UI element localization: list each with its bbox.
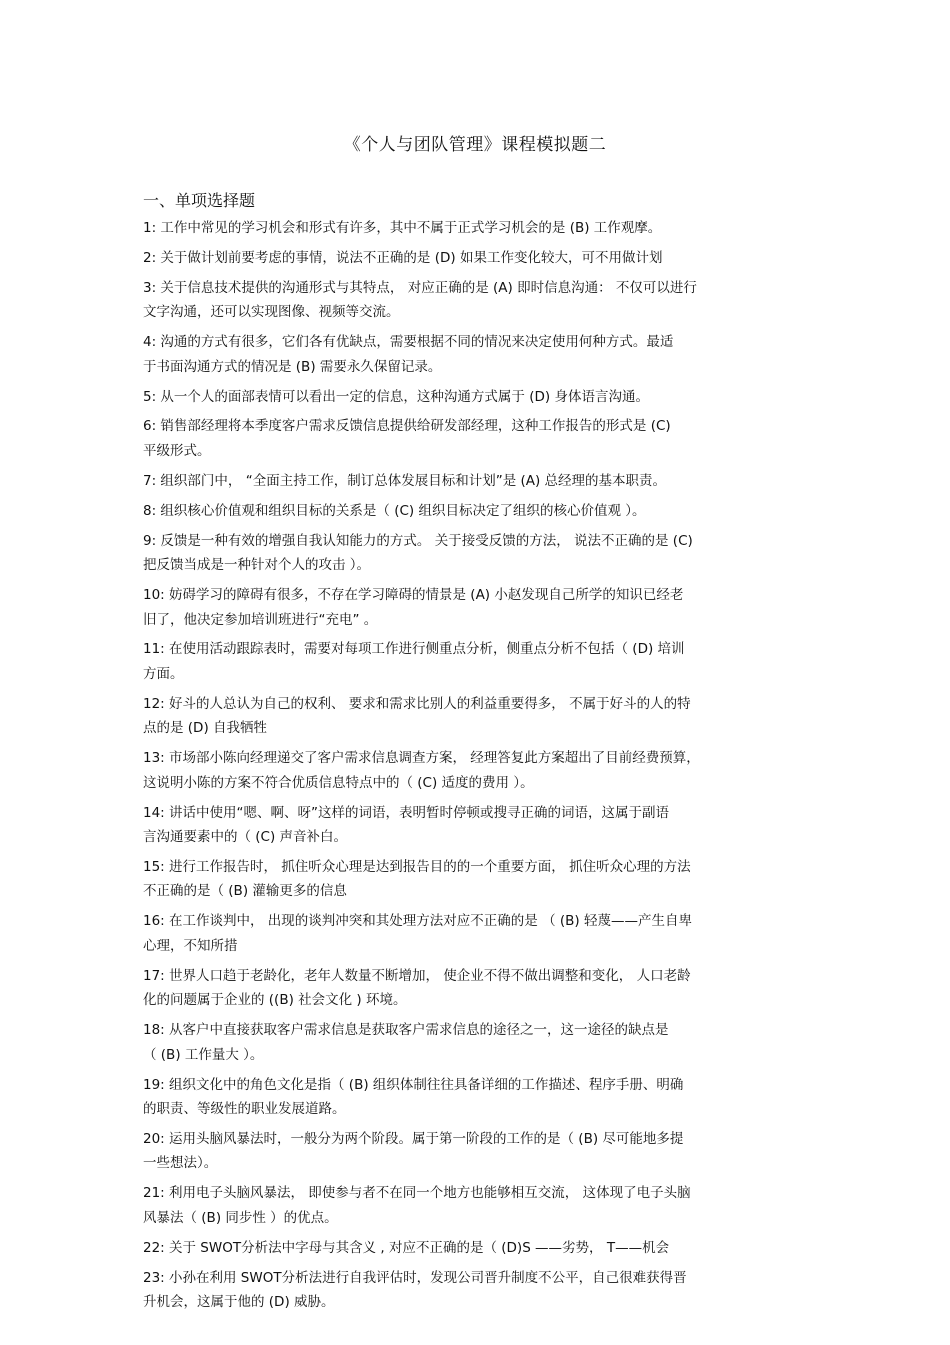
question-item (143, 909, 808, 958)
question-line: 不正确的是（ (B) 灌输更多的信息 (143, 883, 347, 900)
question-line: 8: 组织核心价值观和组织目标的关系是（ (C) 组织目标决定了组织的核心价值观 ）。 (143, 502, 646, 519)
question-line: 14: 讲话中使用“嗯、啊、呀”这样的词语，表明暂时停顿或搜寻正确的词语，这属于副语 (143, 804, 670, 821)
question-line: 12: 好斗的人总认为自己的权利、 要求和需求比别人的利益重要得多， 不属于好斗的人的特 (143, 695, 691, 712)
question-item (143, 330, 808, 379)
question-line: 18: 从客户中直接获取客户需求信息是获取客户需求信息的途径之一，这一途径的缺点是 (143, 1022, 669, 1039)
question-line: 3: 关于信息技术提供的沟通形式与其特点， 对应正确的是 (A) 即时信息沟通： 不仅可以进行 (143, 279, 697, 296)
question-line: 7: 组织部门中， “全面主持工作，制订总体发展目标和计划”是 (A) 总经理的基本职责。 (143, 472, 667, 489)
question-item (143, 1266, 808, 1315)
question-line: 方面。 (143, 665, 184, 682)
question-line: 15: 进行工作报告时， 抓住听众心理是达到报告目的的一个重要方面， 抓住听众心理的方法 (143, 858, 691, 875)
question-line: 点的是 (D) 自我牺牲 (143, 720, 268, 737)
section-heading: 一、单项选择题 (143, 191, 256, 210)
question-item (143, 276, 808, 325)
question-line: 9: 反馈是一种有效的增强自我认知能力的方式。 关于接受反馈的方法， 说法不正确的是 (C) (143, 532, 693, 549)
question-item (143, 469, 808, 494)
question-item (143, 1236, 808, 1261)
question-item (143, 1181, 808, 1230)
question-line: 这说明小陈的方案不符合优质信息特点中的（ (C) 适度的费用 ）。 (143, 774, 534, 791)
question-item (143, 414, 808, 463)
question-item (143, 583, 808, 632)
question-line: 11: 在使用活动跟踪表时，需要对每项工作进行侧重点分析，侧重点分析不包括（ (D) 培训 (143, 641, 685, 658)
question-item (143, 216, 808, 241)
question-item (143, 385, 808, 410)
question-item (143, 1018, 808, 1067)
document-title: 《个人与团队管理》课程模拟题二 (343, 135, 607, 155)
question-line: 心理，不知所措 (143, 937, 238, 954)
question-item (143, 855, 808, 904)
question-line: 言沟通要素中的（ (C) 声音补白。 (143, 829, 348, 846)
question-line: 6: 销售部经理将本季度客户需求反馈信息提供给研发部经理，这种工作报告的形式是 (C) (143, 418, 671, 435)
question-line: 17: 世界人口趋于老龄化，老年人数量不断增加， 使企业不得不做出调整和变化， 人口老龄 (143, 967, 691, 984)
question-line: 旧了，他决定参加培训班进行“充电” 。 (143, 611, 378, 628)
question-line: 10: 妨碍学习的障碍有很多，不存在学习障碍的情景是 (A) 小赵发现自己所学的知识已经老 (143, 587, 684, 604)
question-line: 4: 沟通的方式有很多，它们各有优缺点，需要根据不同的情况来决定使用何种方式。最适 (143, 334, 674, 351)
question-line: （ (B) 工作量大 ）。 (143, 1046, 264, 1063)
question-item (143, 529, 808, 578)
question-line: 把反馈当成是一种针对个人的攻击 ）。 (143, 557, 371, 574)
question-line: 的职责、等级性的职业发展道路。 (143, 1101, 346, 1118)
question-line: 21: 利用电子头脑风暴法， 即使参与者不在同一个地方也能够相互交流， 这体现了电子头脑 (143, 1185, 691, 1202)
question-item (143, 1127, 808, 1176)
question-item (143, 499, 808, 524)
question-line: 文字沟通，还可以实现图像、视频等交流。 (143, 304, 400, 321)
question-line: 风暴法（ (B) 同步性 ）的优点。 (143, 1209, 338, 1226)
question-item (143, 801, 808, 850)
question-item (143, 964, 808, 1013)
question-line: 平级形式。 (143, 442, 211, 459)
question-line: 19: 组织文化中的角色文化是指（ (B) 组织体制往往具备详细的工作描述、程序手册、明确 (143, 1076, 684, 1093)
question-line: 23: 小孙在利用 SWOT分析法进行自我评估时，发现公司晋升制度不公平，自己很难获得晋 (143, 1269, 687, 1286)
question-item (143, 1073, 808, 1122)
question-list (143, 216, 808, 1320)
question-item (143, 746, 808, 795)
question-item (143, 246, 808, 271)
question-line: 化的问题属于企业的 ((B) 社会文化 ) 环境。 (143, 992, 407, 1009)
question-line: 2: 关于做计划前要考虑的事情，说法不正确的是 (D) 如果工作变化较大，可不用做计划 (143, 249, 663, 266)
question-line: 5: 从一个人的面部表情可以看出一定的信息，这种沟通方式属于 (D) 身体语言沟通。 (143, 388, 649, 405)
question-line: 升机会，这属于他的 (D) 威胁。 (143, 1294, 335, 1311)
question-item (143, 637, 808, 686)
question-line: 22: 关于 SWOT分析法中字母与其含义 , 对应不正确的是（ (D)S ——劣势， T——机会 (143, 1239, 670, 1256)
question-line: 16: 在工作谈判中， 出现的谈判冲突和其处理方法对应不正确的是 （ (B) 轻蔑——产生自卑 (143, 913, 692, 930)
question-line: 一些想法）。 (143, 1155, 218, 1172)
question-line: 13: 市场部小陈向经理递交了客户需求信息调查方案， 经理答复此方案超出了目前经费预算， (143, 750, 700, 767)
question-line: 于书面沟通方式的情况是 (B) 需要永久保留记录。 (143, 358, 442, 375)
question-line: 20: 运用头脑风暴法时，一般分为两个阶段。属于第一阶段的工作的是（ (B) 尽可能地多提 (143, 1130, 684, 1147)
question-line: 1: 工作中常见的学习机会和形式有许多，其中不属于正式学习机会的是 (B) 工作观摩。 (143, 220, 662, 236)
question-item (143, 692, 808, 741)
